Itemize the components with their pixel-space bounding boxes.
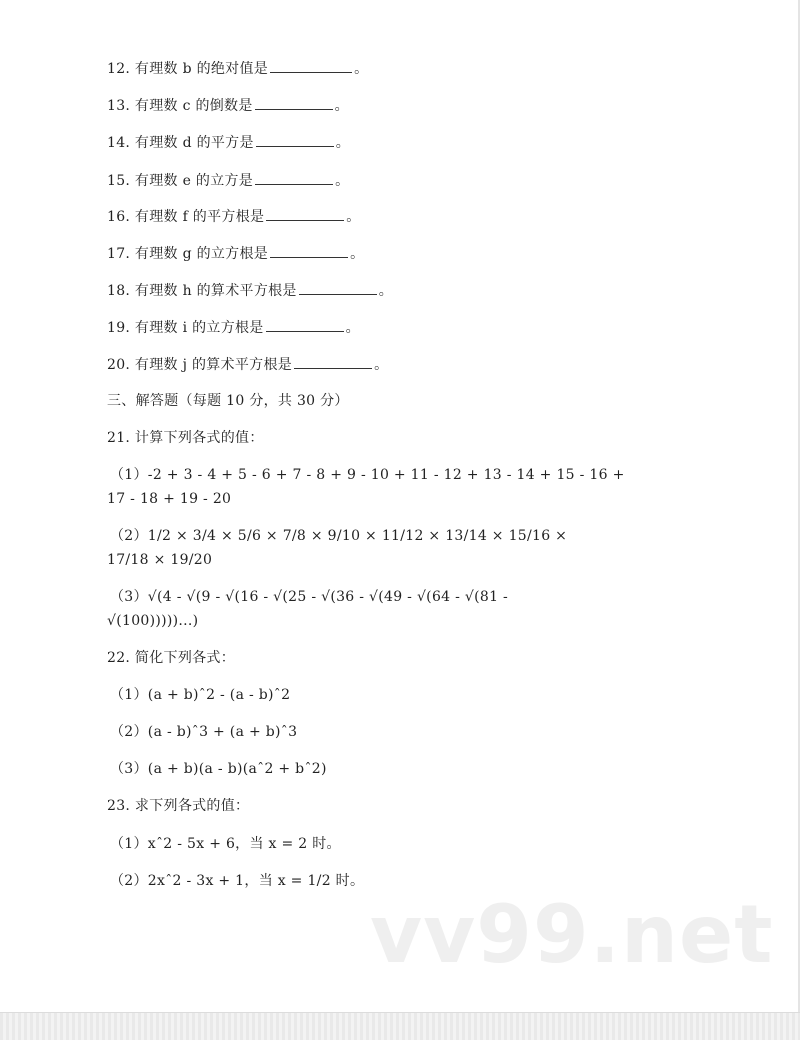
question-21-part-3-line-2: √(100)))))...) — [107, 613, 199, 629]
question-21-part-3-line-1: （3）√(4 - √(9 - √(16 - √(25 - √(36 - √(49 - √(64 - √(81 - — [110, 589, 509, 605]
question-21-part-2-line-2: 17/18 × 19/20 — [107, 552, 213, 568]
question-end: 。 — [350, 246, 365, 262]
question-end: 。 — [346, 209, 361, 225]
question-22-part-3: （3）(a + b)(a - b)(aˆ2 + bˆ2) — [110, 761, 327, 777]
answer-blank — [270, 58, 352, 73]
question-end: 。 — [335, 173, 350, 189]
question-19 — [107, 317, 360, 338]
question-end: 。 — [335, 135, 351, 151]
answer-blank — [266, 206, 344, 221]
question-22-part-1: （1）(a + b)ˆ2 - (a - b)ˆ2 — [110, 687, 291, 703]
question-text: 17. 有理数 g 的立方根是 — [107, 246, 269, 262]
question-23-title: 23. 求下列各式的值： — [107, 798, 250, 814]
question-text: 18. 有理数 h 的算术平方根是 — [107, 283, 297, 299]
answer-blank — [294, 354, 372, 369]
question-end: 。 — [354, 61, 369, 77]
page-bottom-strip — [0, 1012, 800, 1040]
question-21-title: 21. 计算下列各式的值： — [107, 430, 264, 446]
question-21-part-1-line-1: （1）-2 + 3 - 4 + 5 - 6 + 7 - 8 + 9 - 10 + 11 - 12 + 13 - 14 + 15 - 16 + — [110, 467, 625, 483]
answer-blank — [270, 243, 348, 258]
answer-blank — [266, 317, 344, 332]
question-16 — [107, 206, 361, 227]
question-end: 。 — [345, 320, 360, 336]
question-end: 。 — [378, 283, 394, 299]
question-text: 12. 有理数 b 的绝对值是 — [107, 61, 269, 77]
question-23-part-2: （2）2xˆ2 - 3x + 1，当 x = 1/2 时。 — [110, 873, 365, 889]
question-23-part-1: （1）xˆ2 - 5x + 6，当 x = 2 时。 — [110, 836, 341, 852]
question-text: 15. 有理数 e 的立方是 — [107, 173, 254, 189]
question-text: 14. 有理数 d 的平方是 — [107, 135, 254, 151]
answer-blank — [256, 132, 334, 147]
question-14 — [107, 132, 350, 153]
question-21-part-1-line-2: 17 - 18 + 19 - 20 — [107, 491, 232, 507]
question-20 — [107, 354, 388, 375]
question-18 — [107, 280, 393, 301]
section-3-title: 三、解答题（每题 10 分，共 30 分） — [107, 393, 349, 409]
question-12 — [107, 58, 368, 79]
question-22-title: 22. 简化下列各式： — [107, 650, 236, 666]
question-text: 13. 有理数 c 的倒数是 — [107, 98, 253, 114]
question-end: 。 — [374, 357, 389, 373]
question-21-part-2-line-1: （2）1/2 × 3/4 × 5/6 × 7/8 × 9/10 × 11/12 × 13/14 × 15/16 × — [110, 528, 568, 544]
question-15 — [107, 170, 349, 191]
question-end: 。 — [334, 98, 349, 114]
answer-blank — [255, 95, 333, 110]
question-13 — [107, 95, 349, 116]
watermark: vv99.net — [370, 888, 774, 981]
question-text: 16. 有理数 f 的平方根是 — [107, 209, 265, 225]
question-17 — [107, 243, 364, 264]
answer-blank — [255, 170, 333, 185]
question-22-part-2: （2）(a - b)ˆ3 + (a + b)ˆ3 — [110, 724, 298, 740]
answer-blank — [299, 280, 377, 295]
question-text: 20. 有理数 j 的算术平方根是 — [107, 357, 293, 373]
question-text: 19. 有理数 i 的立方根是 — [107, 320, 264, 336]
